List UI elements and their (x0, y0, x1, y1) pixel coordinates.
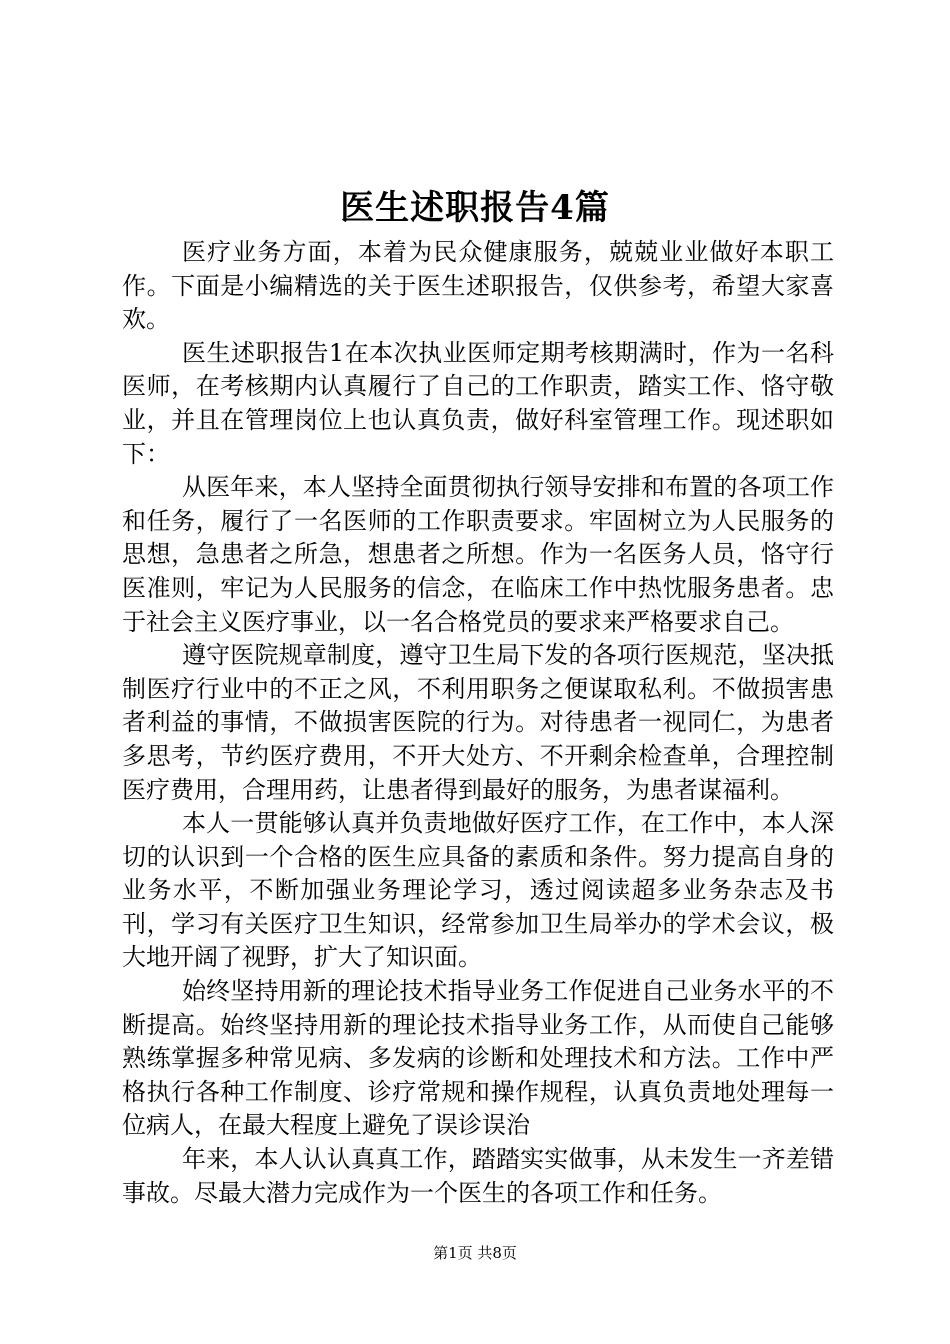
paragraph-intro: 医疗业务方面，本着为民众健康服务，兢兢业业做好本职工作。下面是小编精选的关于医生述职报告，仅供参考，希望大家喜欢。 (122, 238, 834, 334)
document-body (122, 236, 834, 1210)
paragraph-regulations: 遵守医院规章制度，遵守卫生局下发的各项行医规范，坚决抵制医疗行业中的不正之风，不利用职务之便谋取私利。不做损害患者利益的事情，不做损害医院的行为。对待患者一视同仁，为患者多思考，节约医疗费用，不开大处方、不开剩余检查单，合理控制医疗费用，合理用药，让患者得到最好的服务，为患者谋福利。 (122, 641, 834, 804)
paragraph-summary: 年来，本人认认真真工作，踏踏实实做事，从未发生一齐差错事故。尽最大潜力完成作为一个医生的各项工作和任务。 (122, 1145, 834, 1207)
paragraph-learning: 本人一贯能够认真并负责地做好医疗工作，在工作中，本人深切的认识到一个合格的医生应具备的素质和条件。努力提高自身的业务水平，不断加强业务理论学习，透过阅读超多业务杂志及书刊，学习有关医疗卫生知识，经常参加卫生局举办的学术会议，极大地开阔了视野，扩大了知识面。 (122, 809, 834, 972)
paragraph-duties: 从医年来，本人坚持全面贯彻执行领导安排和布置的各项工作和任务，履行了一名医师的工作职责要求。牢固树立为人民服务的思想，急患者之所急，想患者之所想。作为一名医务人员，恪守行医准则，牢记为人民服务的信念，在临床工作中热忱服务患者。忠于社会主义医疗事业，以一名合格党员的要求来严格要求自己。 (122, 473, 834, 636)
paragraph-report-opening: 医生述职报告1在本次执业医师定期考核期满时，作为一名科医师，在考核期内认真履行了自己的工作职责，踏实工作、恪守敬业，并且在管理岗位上也认真负责，做好科室管理工作。现述职如下： (122, 338, 834, 468)
page-number-footer: 第1页 共8页 (433, 1244, 517, 1262)
paragraph-technique: 始终坚持用新的理论技术指导业务工作促进自己业务水平的不断提高。始终坚持用新的理论技术指导业务工作，从而使自己能够熟练掌握多种常见病、多发病的诊断和处理技术和方法。工作中严格执行各种工作制度、诊疗常规和操作规程，认真负责地处理每一位病人，在最大程度上避免了误诊误治 (122, 977, 834, 1140)
document-title: 医生述职报告4篇 (340, 188, 610, 228)
